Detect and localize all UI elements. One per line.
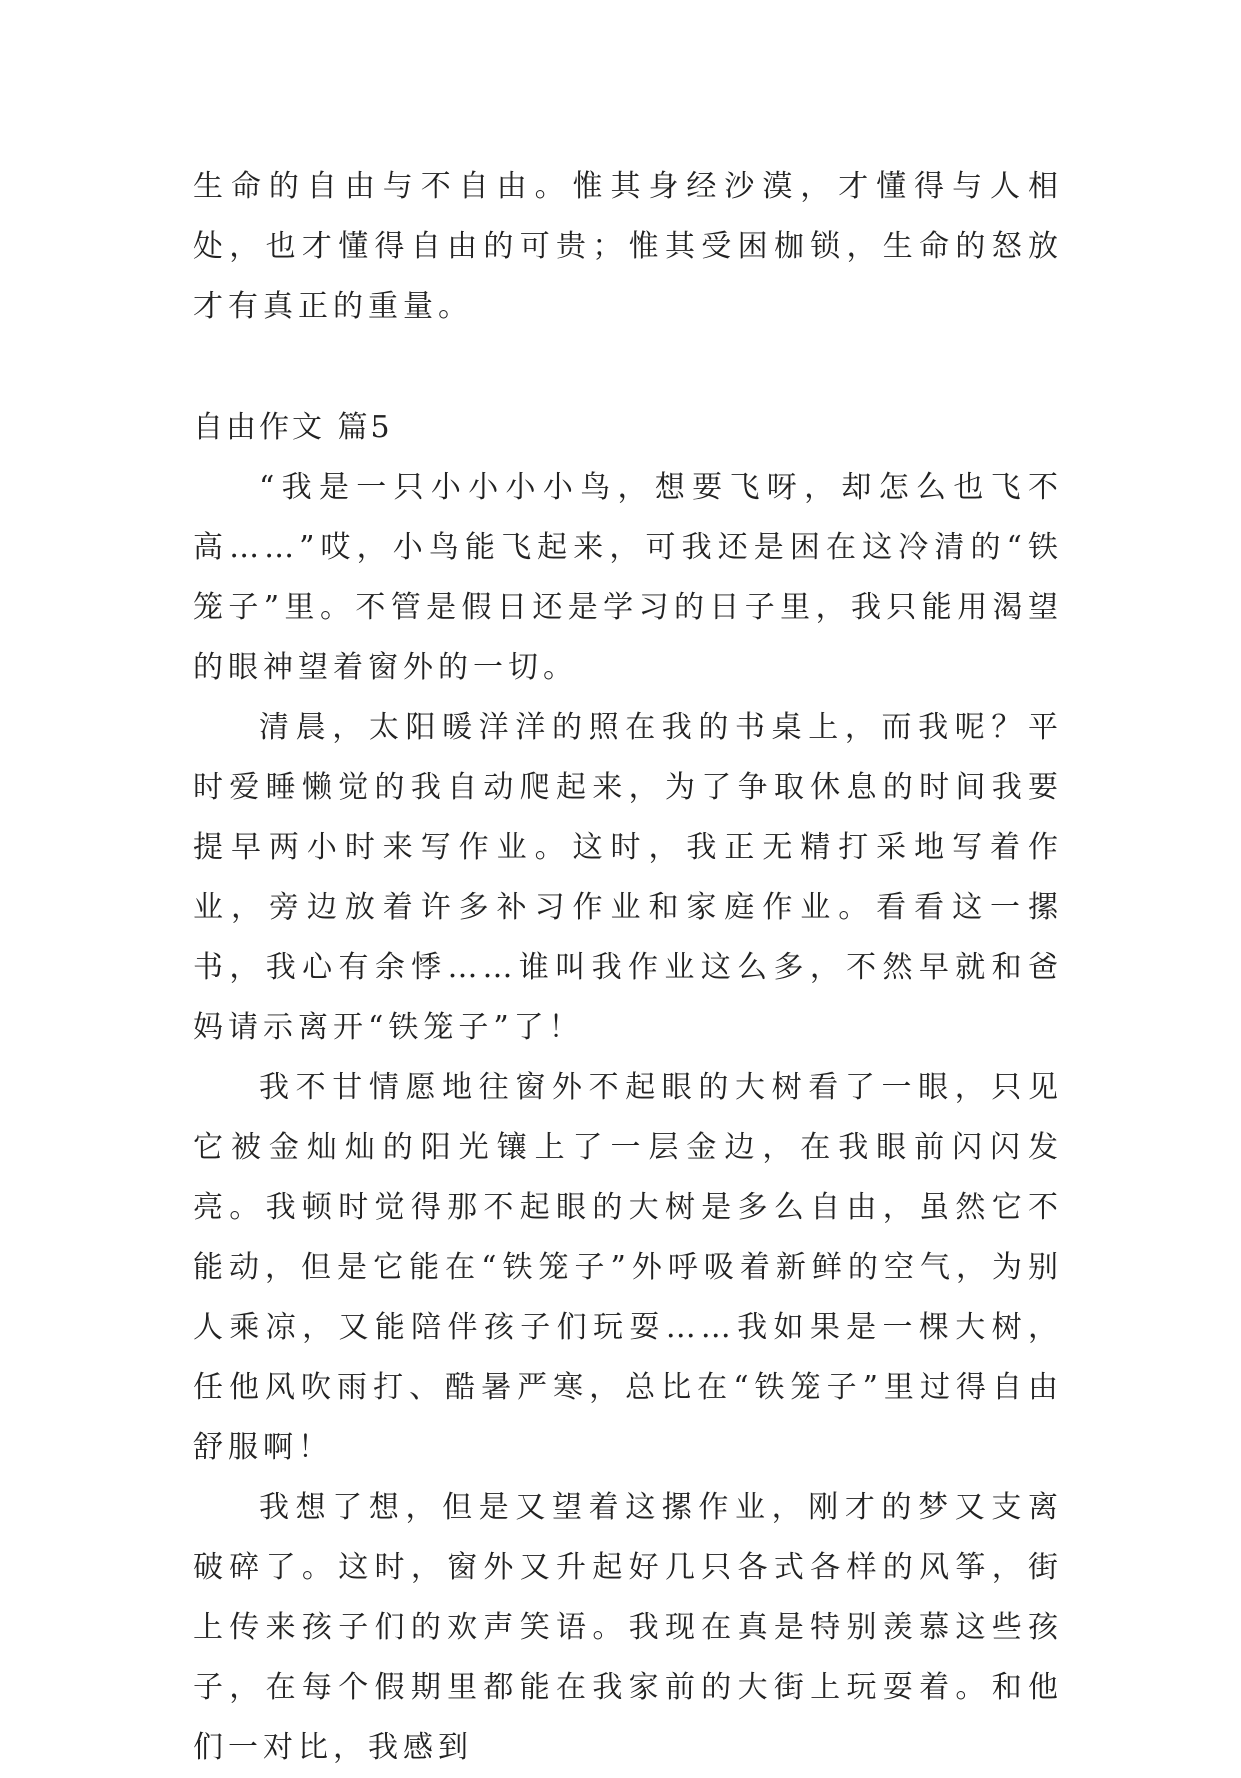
body-paragraph-3: 我不甘情愿地往窗外不起眼的大树看了一眼，只见它被金灿灿的阳光镶上了一层金边，在我眼前闪闪发亮。我顿时觉得那不起眼的大树是多么自由，虽然它不能动，但是它能在“铁笼子”外呼吸着新鲜的空气，为别人乘凉，又能陪伴孩子们玩耍……我如果是一棵大树，任他风吹雨打、酷暑严寒，总比在“铁笼子”里过得自由舒服啊！: [193, 1070, 1063, 1465]
body-paragraph-1: “我是一只小小小小鸟，想要飞呀，却怎么也飞不高……”哎，小鸟能飞起来，可我还是困在这冷清的“铁笼子”里。不管是假日还是学习的日子里，我只能用渴望的眼神望着窗外的一切。: [193, 470, 1063, 685]
document-body: [193, 157, 1063, 1778]
section-spacer: [193, 337, 1063, 398]
section-heading: 自由作文 篇5: [193, 410, 393, 445]
body-paragraph-2: 清晨，太阳暖洋洋的照在我的书桌上，而我呢？平时爱睡懒觉的我自动爬起来，为了争取休息的时间我要提早两小时来写作业。这时，我正无精打采地写着作业，旁边放着许多补习作业和家庭作业。看看这一摞书，我心有余悸……谁叫我作业这么多，不然早就和爸妈请示离开“铁笼子”了！: [193, 710, 1063, 1045]
intro-paragraph: 生命的自由与不自由。惟其身经沙漠，才懂得与人相处，也才懂得自由的可贵；惟其受困枷锁，生命的怒放才有真正的重量。: [193, 169, 1063, 324]
body-paragraph-4: 我想了想，但是又望着这摞作业，刚才的梦又支离破碎了。这时，窗外又升起好几只各式各样的风筝，街上传来孩子们的欢声笑语。我现在真是特别羡慕这些孩子，在每个假期里都能在我家前的大街上玩耍着。和他们一对比，我感到: [193, 1490, 1063, 1765]
